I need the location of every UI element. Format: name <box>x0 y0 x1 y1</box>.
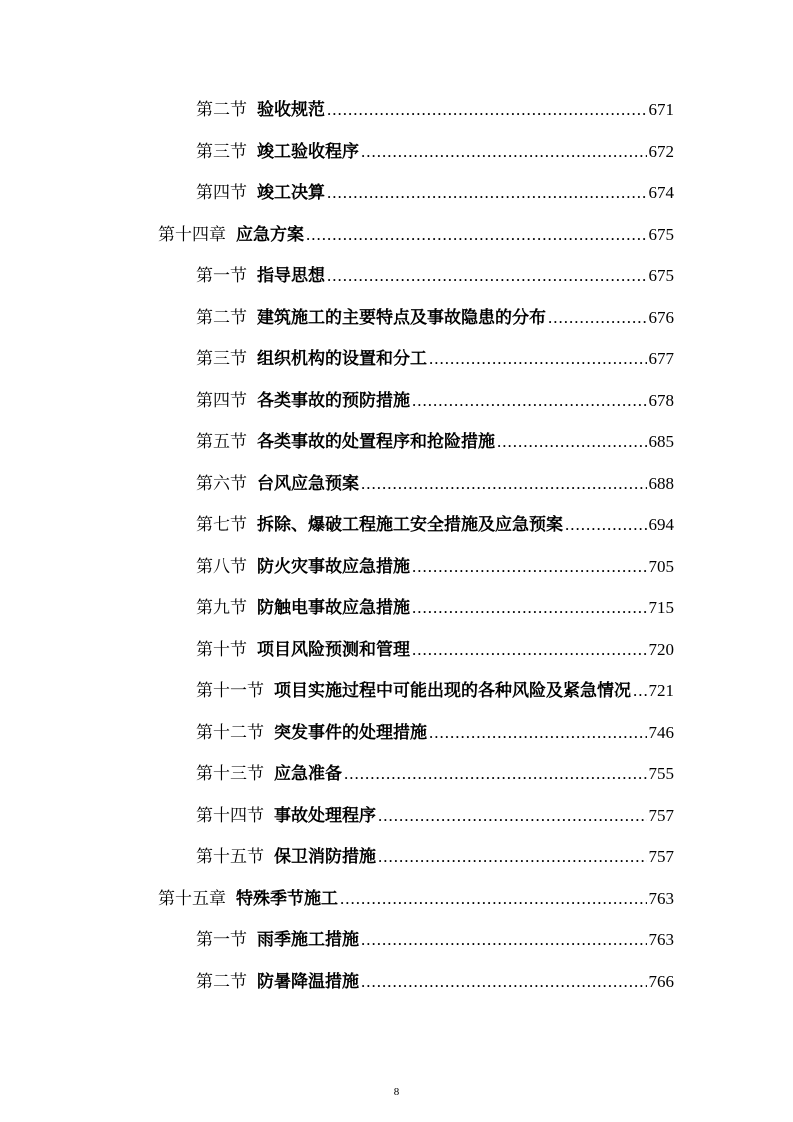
toc-entry-title: 应急方案 <box>236 225 304 245</box>
toc-entry-number: 第一节 <box>196 266 247 286</box>
toc-leader-dots <box>340 886 647 912</box>
toc-entry-page: 720 <box>648 640 674 659</box>
toc-entry-page: 721 <box>648 681 674 700</box>
toc-entry-title: 项目风险预测和管理 <box>257 640 410 660</box>
toc-entry-page: 755 <box>648 764 674 783</box>
toc-entry-title: 各类事故的处置程序和抢险措施 <box>257 432 495 452</box>
toc-entry[interactable] <box>196 263 674 289</box>
toc-entry[interactable] <box>196 512 674 538</box>
toc-entry-title: 建筑施工的主要特点及事故隐患的分布 <box>257 308 546 328</box>
toc-entry-page: 688 <box>648 474 674 493</box>
toc-chapter-entry[interactable] <box>158 222 674 248</box>
toc-leader-dots <box>327 263 647 289</box>
toc-entry-title: 拆除、爆破工程施工安全措施及应急预案 <box>257 515 563 535</box>
toc-leader-dots <box>429 720 647 746</box>
toc-entry[interactable] <box>196 844 674 870</box>
toc-entry-page: 746 <box>648 723 674 742</box>
toc-entry-title: 雨季施工措施 <box>257 930 359 950</box>
toc-entry-page: 678 <box>648 391 674 410</box>
toc-entry-number: 第十节 <box>196 640 247 660</box>
toc-entry-page: 763 <box>648 930 674 949</box>
toc-entry-number: 第十五节 <box>196 847 264 867</box>
page-number: 8 <box>393 1086 400 1098</box>
toc-entry-page: 685 <box>648 432 674 451</box>
toc-entry[interactable] <box>196 637 674 663</box>
toc-entry[interactable] <box>196 927 674 953</box>
toc-entry-number: 第十五章 <box>158 889 226 909</box>
toc-entry[interactable] <box>196 97 674 123</box>
toc-leader-dots <box>327 97 647 123</box>
toc-entry-number: 第六节 <box>196 474 247 494</box>
toc-entry[interactable] <box>196 429 674 455</box>
toc-entry-page: 671 <box>648 100 674 119</box>
toc-entry[interactable] <box>196 803 674 829</box>
toc-entry-title: 防火灾事故应急措施 <box>257 557 410 577</box>
toc-entry[interactable] <box>196 720 674 746</box>
toc-entry[interactable] <box>196 139 674 165</box>
toc-entry-title: 应急准备 <box>274 764 342 784</box>
toc-entry-page: 674 <box>648 183 674 202</box>
toc-entry[interactable] <box>196 388 674 414</box>
toc-entry-title: 组织机构的设置和分工 <box>257 349 427 369</box>
toc-entry-number: 第九节 <box>196 598 247 618</box>
toc-entry-page: 715 <box>648 598 674 617</box>
toc-leader-dots <box>429 346 647 372</box>
toc-leader-dots <box>306 222 647 248</box>
toc-entry-title: 特殊季节施工 <box>236 889 338 909</box>
toc-entry-number: 第二节 <box>196 308 247 328</box>
toc-leader-dots <box>361 927 647 953</box>
toc-entry-number: 第四节 <box>196 391 247 411</box>
toc-entry-title: 保卫消防措施 <box>274 847 376 867</box>
toc-entry-page: 757 <box>648 847 674 866</box>
toc-entry[interactable] <box>196 346 674 372</box>
toc-leader-dots <box>361 471 647 497</box>
toc-chapter-entry[interactable] <box>158 886 674 912</box>
toc-leader-dots <box>565 512 647 538</box>
toc-entry[interactable] <box>196 305 674 331</box>
toc-entry-number: 第二节 <box>196 100 247 120</box>
toc-entry-page: 705 <box>648 557 674 576</box>
toc-entry-title: 竣工验收程序 <box>257 142 359 162</box>
toc-leader-dots <box>361 969 647 995</box>
toc-entry-page: 677 <box>648 349 674 368</box>
toc-entry-title: 防暑降温措施 <box>257 972 359 992</box>
toc-entry-number: 第七节 <box>196 515 247 535</box>
toc-entry-page: 672 <box>648 142 674 161</box>
toc-entry-title: 台风应急预案 <box>257 474 359 494</box>
toc-entry-title: 指导思想 <box>257 266 325 286</box>
toc-leader-dots <box>361 139 647 165</box>
toc-leader-dots <box>412 595 647 621</box>
toc-leader-dots <box>412 637 647 663</box>
toc-entry-number: 第十三节 <box>196 764 264 784</box>
toc-entry-number: 第五节 <box>196 432 247 452</box>
toc-leader-dots <box>412 388 647 414</box>
toc-entry[interactable] <box>196 678 674 704</box>
toc-leader-dots <box>497 429 647 455</box>
toc-entry-title: 各类事故的预防措施 <box>257 391 410 411</box>
toc-entry[interactable] <box>196 554 674 580</box>
toc-entry[interactable] <box>196 471 674 497</box>
toc-leader-dots <box>412 554 647 580</box>
toc-entry[interactable] <box>196 595 674 621</box>
toc-entry[interactable] <box>196 180 674 206</box>
toc-leader-dots <box>548 305 647 331</box>
toc-entry-number: 第二节 <box>196 972 247 992</box>
toc-entry-title: 项目实施过程中可能出现的各种风险及紧急情况 <box>274 681 631 701</box>
toc-leader-dots <box>633 678 647 704</box>
toc-entry-title: 竣工决算 <box>257 183 325 203</box>
toc-entry[interactable] <box>196 761 674 787</box>
toc-entry-title: 突发事件的处理措施 <box>274 723 427 743</box>
toc-entry-page: 763 <box>648 889 674 908</box>
toc-entry-number: 第十四节 <box>196 806 264 826</box>
toc-leader-dots <box>344 761 647 787</box>
toc-entry-page: 676 <box>648 308 674 327</box>
toc-entry[interactable] <box>196 969 674 995</box>
toc-entry-title: 防触电事故应急措施 <box>257 598 410 618</box>
toc-leader-dots <box>378 803 647 829</box>
toc-leader-dots <box>327 180 647 206</box>
toc-entry-title: 验收规范 <box>257 100 325 120</box>
toc-entry-number: 第四节 <box>196 183 247 203</box>
toc-entry-page: 675 <box>648 266 674 285</box>
toc-entry-number: 第一节 <box>196 930 247 950</box>
toc-entry-page: 757 <box>648 806 674 825</box>
toc-entry-number: 第十二节 <box>196 723 264 743</box>
toc-entry-page: 766 <box>648 972 674 991</box>
toc-entry-number: 第十一节 <box>196 681 264 701</box>
toc-leader-dots <box>378 844 647 870</box>
toc-entry-number: 第十四章 <box>158 225 226 245</box>
toc-entry-page: 694 <box>648 515 674 534</box>
toc-entry-number: 第八节 <box>196 557 247 577</box>
toc-entry-page: 675 <box>648 225 674 244</box>
toc-entry-title: 事故处理程序 <box>274 806 376 826</box>
toc-entry-number: 第三节 <box>196 142 247 162</box>
toc-entry-number: 第三节 <box>196 349 247 369</box>
